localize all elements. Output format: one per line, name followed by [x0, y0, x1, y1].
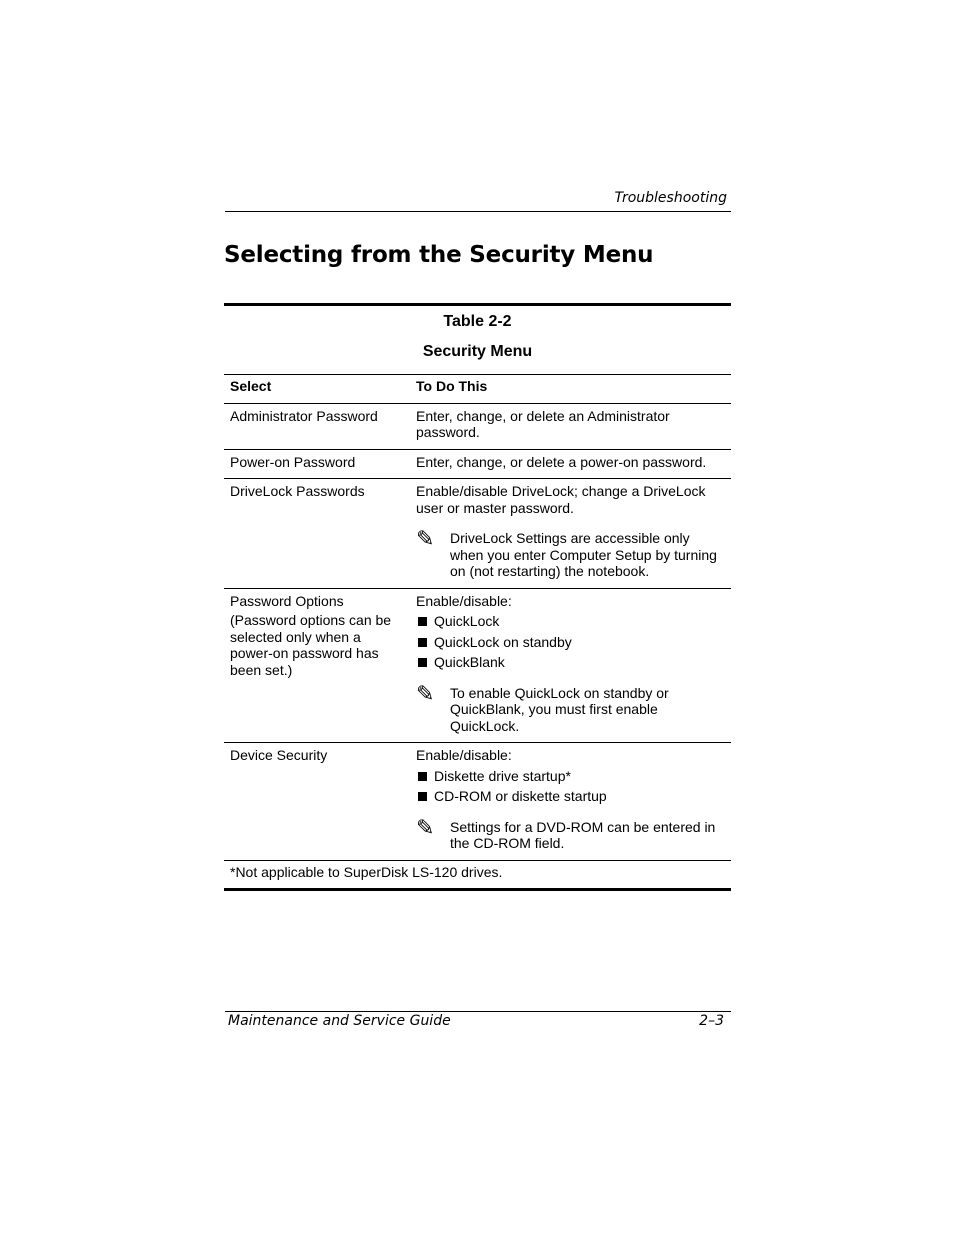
- note: [416, 815, 721, 852]
- pencil-note-icon: ✎: [416, 815, 435, 841]
- note: [416, 681, 721, 735]
- row-action-cell: [410, 589, 731, 743]
- security-menu-table: [224, 374, 731, 891]
- bullet-text: Diskette drive startup*: [434, 767, 571, 784]
- header-rule: [225, 211, 731, 212]
- bullet-text: QuickBlank: [434, 654, 505, 670]
- note-text: To enable QuickLock on standby or QuickBlank, you must first enable QuickLock.: [450, 684, 669, 734]
- row-select-cell: Power-on Password: [230, 453, 356, 470]
- table-caption: Security Menu: [422, 343, 533, 360]
- pencil-note-icon: ✎: [416, 681, 435, 707]
- pencil-note-icon: ✎: [416, 527, 435, 552]
- row-select-cell: Device Security: [230, 747, 328, 763]
- table-row: [224, 450, 731, 480]
- row-select-cell: [224, 589, 410, 743]
- row-select-cell: Administrator Password: [230, 407, 378, 424]
- row-action-cell: [410, 479, 731, 588]
- bullet-text: QuickLock: [434, 613, 500, 629]
- table-number: Table 2-2: [443, 313, 512, 330]
- square-bullet-icon: [418, 658, 427, 667]
- note-text: DriveLock Settings are accessible only when you enter Computer Setup by turning on (not restarting) the notebook.: [450, 530, 717, 579]
- page-title: Selecting from the Security Menu: [224, 242, 654, 268]
- row-select-cell: DriveLock Passwords: [230, 483, 365, 499]
- select-text: Password Options: [230, 592, 344, 609]
- select-note: (Password options can be selected only when a power-on password has been set.): [230, 612, 392, 678]
- running-header: Troubleshooting: [614, 190, 727, 206]
- column-header-action: To Do This: [416, 378, 488, 394]
- bullet-item: [416, 613, 721, 630]
- bullet-item: [416, 634, 721, 651]
- square-bullet-icon: [418, 792, 427, 801]
- table-row: [224, 479, 731, 589]
- table-header-row: [224, 375, 731, 404]
- note-text: Settings for a DVD-ROM can be entered in the CD-ROM field.: [450, 818, 716, 851]
- page-number: 2–3: [699, 1013, 724, 1029]
- note: [416, 527, 721, 580]
- bullet-item: [416, 788, 721, 805]
- row-action-cell: Enter, change, or delete an Administrator password.: [416, 407, 670, 440]
- action-text: Enable/disable:: [416, 592, 512, 609]
- footer-rule: [225, 1011, 731, 1012]
- action-text: Enable/disable DriveLock; change a DriveLock user or master password.: [416, 483, 706, 516]
- row-action-cell: [410, 743, 731, 860]
- table-row: [224, 743, 731, 861]
- action-text: Enable/disable:: [416, 747, 512, 763]
- square-bullet-icon: [418, 772, 427, 781]
- square-bullet-icon: [418, 638, 427, 647]
- square-bullet-icon: [418, 617, 427, 626]
- footer-guide-title: Maintenance and Service Guide: [228, 1013, 451, 1029]
- bullet-item: [416, 654, 721, 671]
- bullet-text: QuickLock on standby: [434, 633, 572, 650]
- table-row: [224, 589, 731, 744]
- row-action-cell: Enter, change, or delete a power-on password.: [416, 453, 707, 470]
- table-top-rule: [224, 303, 731, 306]
- table-footnote: *Not applicable to SuperDisk LS-120 drives.: [224, 861, 731, 891]
- bullet-item: [416, 768, 721, 785]
- table-row: [224, 404, 731, 450]
- column-header-select: Select: [230, 378, 272, 394]
- bullet-text: CD-ROM or diskette startup: [434, 788, 607, 804]
